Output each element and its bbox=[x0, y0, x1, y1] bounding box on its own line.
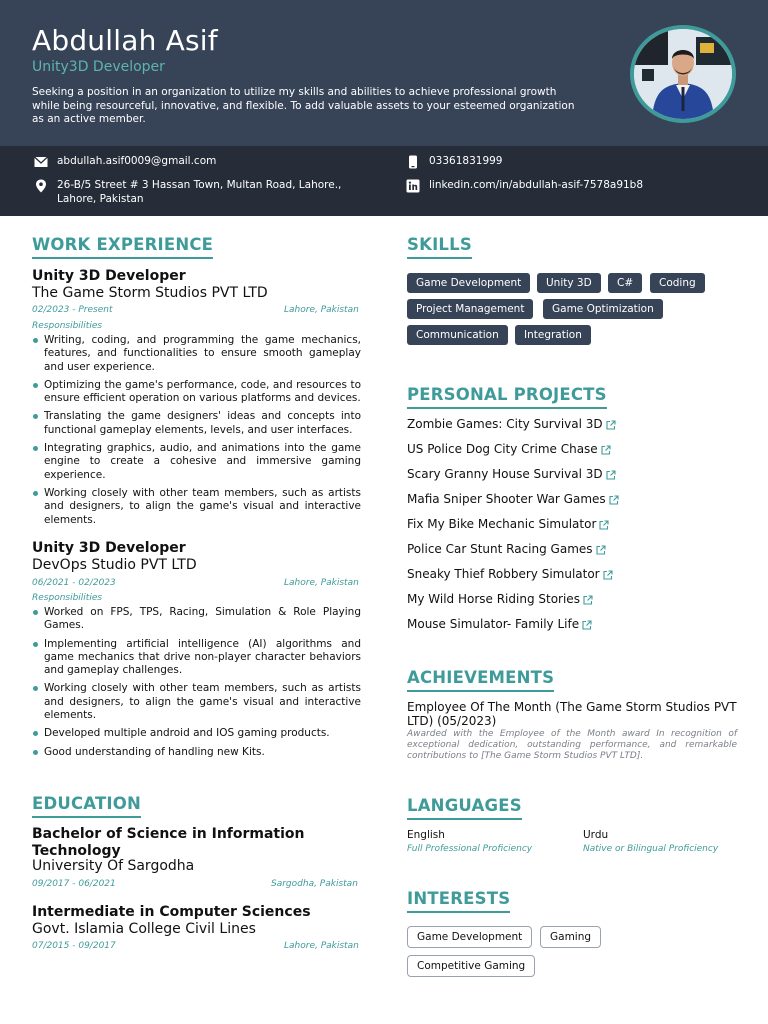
skill-chip: Project Management bbox=[407, 299, 533, 319]
external-link-icon bbox=[601, 445, 611, 455]
list-item: Translating the game designers' ideas and concepts into functional gameplay elements, levels, and user interfaces. bbox=[32, 410, 361, 437]
project-link[interactable] bbox=[407, 592, 593, 606]
list-item: Integrating graphics, audio, and animations into the game engine to create a cohesive and immersive gaming experience. bbox=[32, 442, 361, 482]
language-level: Native or Bilingual Proficiency bbox=[583, 844, 719, 854]
linkedin-link[interactable]: linkedin.com/in/abdullah-asif-7578a91b8 bbox=[429, 179, 644, 191]
phone-icon bbox=[406, 155, 420, 169]
project-name: Fix My Bike Mechanic Simulator bbox=[407, 517, 597, 531]
skill-chip: Unity 3D bbox=[537, 273, 601, 293]
external-link-icon bbox=[582, 620, 592, 630]
achievements-heading: ACHIEVEMENTS bbox=[407, 668, 554, 692]
project-link[interactable] bbox=[407, 517, 609, 531]
project-link[interactable] bbox=[407, 442, 611, 456]
skill-chip: C# bbox=[608, 273, 642, 293]
list-item: Working closely with other team members, such as artists and designers, to align the game's visual and interactive elements. bbox=[32, 682, 361, 722]
job-dates: 06/2021 - 02/2023 bbox=[32, 578, 116, 588]
project-link[interactable] bbox=[407, 417, 616, 431]
list-item: Developed multiple android and IOS gaming products. bbox=[32, 727, 361, 740]
phone-number[interactable]: 03361831999 bbox=[429, 155, 503, 167]
external-link-icon bbox=[603, 570, 613, 580]
contact-bar bbox=[0, 146, 768, 216]
interest-chip: Competitive Gaming bbox=[407, 955, 535, 977]
school-name: University Of Sargodha bbox=[32, 858, 195, 874]
job-responsibilities bbox=[32, 334, 361, 532]
project-link[interactable] bbox=[407, 542, 606, 556]
school-name: Govt. Islamia College Civil Lines bbox=[32, 921, 256, 937]
job-title: Unity 3D Developer bbox=[32, 268, 186, 284]
skill-chip: Integration bbox=[515, 325, 591, 345]
external-link-icon bbox=[606, 420, 616, 430]
project-name: Scary Granny House Survival 3D bbox=[407, 467, 603, 481]
job-location: Lahore, Pakistan bbox=[284, 578, 359, 588]
address-text: 26-B/5 Street # 3 Hassan Town, Multan Road, Lahore., Lahore, Pakistan bbox=[57, 179, 342, 205]
language-level: Full Professional Proficiency bbox=[407, 844, 533, 854]
education-dates: 09/2017 - 06/2021 bbox=[32, 879, 116, 889]
project-name: Zombie Games: City Survival 3D bbox=[407, 417, 603, 431]
external-link-icon bbox=[609, 495, 619, 505]
skill-chip: Game Optimization bbox=[543, 299, 663, 319]
summary-text: Seeking a position in an organization to utilize my skills and abilities to achieve professional growth while being resourceful, innovative, and flexible. To add valuable assets to your esteemed organization as an active member. bbox=[32, 86, 575, 125]
education-location: Sargodha, Pakistan bbox=[271, 879, 358, 889]
candidate-name: Abdullah Asif bbox=[32, 24, 218, 57]
degree-title: Bachelor of Science in Information Technology bbox=[32, 826, 305, 859]
skills-heading: SKILLS bbox=[407, 235, 472, 259]
education-heading: EDUCATION bbox=[32, 794, 141, 818]
external-link-icon bbox=[606, 470, 616, 480]
project-name: Mafia Sniper Shooter War Games bbox=[407, 492, 606, 506]
list-item: Working closely with other team members, such as artists and designers, to align the game's visual and interactive elements. bbox=[32, 487, 361, 527]
external-link-icon bbox=[599, 520, 609, 530]
project-link[interactable] bbox=[407, 467, 616, 481]
project-link[interactable] bbox=[407, 567, 613, 581]
language-name: English bbox=[407, 829, 445, 841]
skill-chip: Communication bbox=[407, 325, 508, 345]
email-icon bbox=[34, 155, 48, 169]
project-link[interactable] bbox=[407, 492, 619, 506]
external-link-icon bbox=[596, 545, 606, 555]
interest-chip: Game Development bbox=[407, 926, 532, 948]
skill-chip: Coding bbox=[650, 273, 705, 293]
interest-chip: Gaming bbox=[540, 926, 601, 948]
project-name: My Wild Horse Riding Stories bbox=[407, 592, 580, 606]
linkedin-icon bbox=[406, 179, 420, 193]
degree-title: Intermediate in Computer Sciences bbox=[32, 904, 311, 920]
achievement-description: Awarded with the Employee of the Month award In recognition of exceptional dedication, outstanding performance, and remarkable contributions to [The Game Storm Studios PVT LTD]. bbox=[407, 729, 737, 761]
achievement-title: Employee Of The Month (The Game Storm Studios PVT LTD) (05/2023) bbox=[407, 700, 737, 728]
list-item: Good understanding of handling new Kits. bbox=[32, 746, 361, 759]
profile-photo bbox=[630, 25, 736, 123]
languages-heading: LANGUAGES bbox=[407, 796, 522, 820]
project-name: Police Car Stunt Racing Games bbox=[407, 542, 593, 556]
education-dates: 07/2015 - 09/2017 bbox=[32, 941, 116, 951]
interests-heading: INTERESTS bbox=[407, 889, 510, 913]
education-location: Lahore, Pakistan bbox=[284, 941, 359, 951]
email-link[interactable]: abdullah.asif0009@gmail.com bbox=[57, 155, 217, 167]
list-item: Writing, coding, and programming the game mechanics, features, and functionalities to ensure smooth gameplay and user experience. bbox=[32, 334, 361, 374]
project-name: US Police Dog City Crime Chase bbox=[407, 442, 598, 456]
skill-chip: Game Development bbox=[407, 273, 530, 293]
candidate-role: Unity3D Developer bbox=[32, 59, 165, 75]
job-subheading: Responsibilities bbox=[32, 321, 103, 331]
job-location: Lahore, Pakistan bbox=[284, 305, 359, 315]
language-name: Urdu bbox=[583, 829, 609, 841]
job-subheading: Responsibilities bbox=[32, 593, 103, 603]
list-item: Worked on FPS, TPS, Racing, Simulation & Role Playing Games. bbox=[32, 606, 361, 633]
work-experience-heading: WORK EXPERIENCE bbox=[32, 235, 213, 259]
list-item: Optimizing the game's performance, code, and resources to ensure efficient operation on various platforms and devices. bbox=[32, 379, 361, 406]
project-name: Mouse Simulator- Family Life bbox=[407, 617, 580, 631]
job-company: The Game Storm Studios PVT LTD bbox=[32, 285, 268, 301]
person-portrait-icon bbox=[634, 29, 732, 119]
personal-projects-heading: PERSONAL PROJECTS bbox=[407, 385, 607, 409]
job-dates: 02/2023 - Present bbox=[32, 305, 113, 315]
list-item: Implementing artificial intelligence (AI) algorithms and game mechanics that drive non-player character behaviors and gameplay challenges. bbox=[32, 638, 361, 678]
project-link[interactable] bbox=[407, 617, 592, 631]
project-name: Sneaky Thief Robbery Simulator bbox=[407, 567, 600, 581]
location-pin-icon bbox=[34, 179, 48, 193]
resume-header bbox=[0, 0, 768, 146]
external-link-icon bbox=[583, 595, 593, 605]
job-company: DevOps Studio PVT LTD bbox=[32, 557, 197, 573]
job-title: Unity 3D Developer bbox=[32, 540, 186, 556]
job-responsibilities bbox=[32, 606, 361, 764]
